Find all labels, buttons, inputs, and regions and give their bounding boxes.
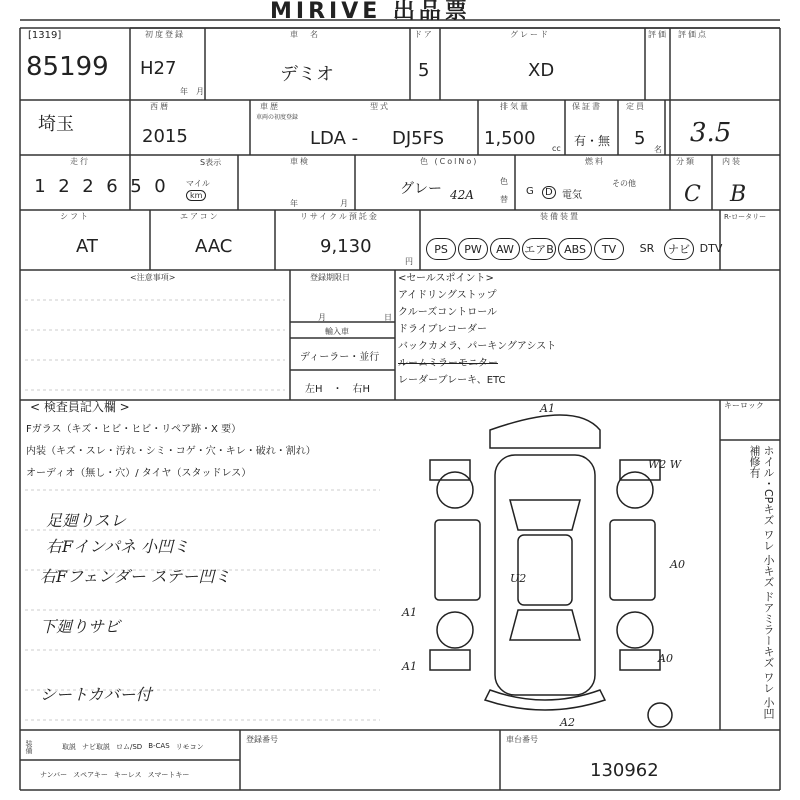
import-value: ディーラー・並行 bbox=[300, 352, 380, 363]
fuel-value: G bbox=[526, 186, 534, 197]
doors-value: 5 bbox=[418, 60, 430, 81]
class-value: C bbox=[684, 182, 701, 207]
selling-point: バックカメラ、パーキングアシスト bbox=[398, 341, 557, 352]
equipment-abs: ABS bbox=[558, 238, 592, 260]
cc-unit: cc bbox=[552, 144, 561, 153]
cc-value: 1,500 bbox=[484, 128, 536, 149]
reg-number-label: 登録番号 bbox=[246, 735, 278, 744]
diagram-mark: A1 bbox=[540, 402, 555, 415]
type-value: DJ5FS bbox=[392, 128, 445, 149]
equipment-airbag: エアB bbox=[522, 238, 556, 260]
ac-label: エアコン bbox=[180, 212, 220, 221]
vin-label: 車台番号 bbox=[506, 735, 538, 744]
footer-item: B-CAS bbox=[148, 742, 170, 750]
region: 埼玉 bbox=[38, 114, 74, 135]
handwritten-note: シートカバー付 bbox=[40, 685, 152, 704]
vin-value: 130962 bbox=[590, 760, 659, 781]
selling-point: アイドリングストップ bbox=[398, 290, 497, 301]
type-label: 型式 bbox=[370, 102, 390, 111]
fuel-electric: 電気 bbox=[562, 190, 582, 201]
capacity-unit: 名 bbox=[654, 145, 662, 154]
notes-label: <注意事項> bbox=[130, 273, 176, 282]
color-sub-2: 替 bbox=[500, 195, 508, 204]
selling-points-label: <セールスポイント> bbox=[398, 273, 494, 284]
footer-item: スペアキー bbox=[73, 771, 108, 779]
fuel-label: 燃料 bbox=[585, 157, 605, 166]
fuel-other: その他 bbox=[612, 179, 636, 188]
interior-value: B bbox=[730, 182, 747, 207]
mileage-unit-top: マイル bbox=[186, 179, 210, 188]
equipment-nav: ナビ bbox=[664, 238, 694, 260]
equipment-aw: AW bbox=[490, 238, 520, 260]
color-sub-1: 色 bbox=[500, 177, 508, 186]
import-label: 輸入車 bbox=[325, 327, 349, 336]
car-name-label: 車 名 bbox=[290, 30, 320, 39]
car-name-value: デミオ bbox=[280, 64, 334, 85]
warranty-value: 有・無 bbox=[574, 134, 611, 148]
inspection-month: 月 bbox=[340, 199, 348, 208]
footer-label: 装備 bbox=[25, 740, 33, 754]
inspector-interior-line: 内装（キズ・スレ・汚れ・シミ・コゲ・穴・キレ・破れ・割れ） bbox=[26, 446, 316, 457]
diagram-mark: A1 bbox=[402, 660, 417, 673]
steering-value: 左H ・ 右H bbox=[305, 384, 371, 395]
color-code: 42A bbox=[450, 188, 474, 202]
ac-value: AAC bbox=[195, 236, 233, 257]
mileage-unit: km bbox=[186, 190, 206, 201]
equipment-label: 装備装置 bbox=[540, 212, 580, 221]
mileage-digit: 1 bbox=[34, 176, 46, 197]
inspection-year: 年 bbox=[290, 199, 298, 208]
inspector-glass-line: Fガラス（キズ・ヒビ・ヒビ・リペア跡・X 要） bbox=[26, 424, 242, 435]
type-prefix: LDA - bbox=[310, 128, 359, 149]
sheet-title: MIRIVE 出品票 bbox=[270, 0, 471, 24]
mileage-digit: 2 bbox=[82, 176, 94, 197]
footer-item: リモコン bbox=[175, 743, 204, 751]
footer-item: ナンバー bbox=[40, 771, 68, 779]
score-value: 3.5 bbox=[690, 118, 732, 148]
selling-point: ドライブレコーダー bbox=[398, 324, 487, 335]
equipment-tv: TV bbox=[594, 238, 624, 260]
footer-items-top bbox=[62, 742, 204, 752]
equipment-ps: PS bbox=[426, 238, 456, 260]
inspection-label: 車検 bbox=[290, 157, 310, 166]
equipment-list bbox=[426, 238, 728, 260]
inspector-audio-line: オーディオ（無し・穴）/ タイヤ（スタッドレス） bbox=[26, 468, 252, 479]
capacity-value: 5 bbox=[634, 128, 646, 149]
mileage-digit: 2 bbox=[58, 176, 70, 197]
mileage-digit: 5 bbox=[130, 176, 142, 197]
color-label: 色 (ColNo) bbox=[420, 157, 479, 166]
mileage-label: 走行 bbox=[70, 157, 90, 166]
score-label-1: 評価 bbox=[648, 30, 668, 39]
cc-label: 排気量 bbox=[500, 102, 530, 111]
lot-code: [1319] bbox=[28, 30, 62, 41]
footer-item: 取説 bbox=[62, 743, 76, 751]
car-damage-diagram bbox=[400, 400, 710, 730]
grade-value: XD bbox=[528, 60, 555, 81]
lot-number: 85199 bbox=[26, 52, 109, 82]
mileage-digit: 6 bbox=[106, 176, 118, 197]
model-year-value: 2015 bbox=[142, 126, 188, 147]
capacity-label: 定員 bbox=[626, 102, 646, 111]
registration-label: 初度登録 bbox=[145, 30, 185, 39]
selling-point: レーダーブレーキ、ETC bbox=[398, 375, 506, 386]
selling-points bbox=[398, 270, 556, 389]
recycle-unit: 円 bbox=[405, 257, 413, 266]
diagram-mark: A0 bbox=[670, 558, 685, 571]
mileage-sub: S表示 bbox=[200, 158, 222, 167]
shift-value: AT bbox=[76, 236, 98, 257]
deadline-day: 日 bbox=[384, 313, 392, 322]
mileage-digit: 0 bbox=[154, 176, 166, 197]
chassis-sub: 車両の初度登録 bbox=[256, 114, 299, 121]
equipment-dtv: DTV bbox=[699, 242, 723, 255]
model-year-label: 西暦 bbox=[150, 102, 170, 111]
footer-item: ロム/SD bbox=[116, 743, 143, 751]
selling-point: ルームミラーモニター bbox=[398, 358, 498, 369]
year-unit: 年 bbox=[180, 87, 188, 96]
chassis-label: 車歴 bbox=[260, 102, 280, 111]
rotary-label: R-ロータリー bbox=[724, 213, 767, 221]
shift-label: シフト bbox=[60, 212, 90, 221]
score-label-2: 評価点 bbox=[678, 30, 708, 39]
deadline-month: 月 bbox=[318, 313, 326, 322]
doors-label: ドア bbox=[414, 30, 434, 39]
selling-point: クルーズコントロール bbox=[398, 307, 497, 318]
inspector-label: < 検査員記入欄 > bbox=[30, 400, 130, 414]
recycle-value: 9,130 bbox=[320, 236, 372, 257]
handwritten-note: 下廻りサビ bbox=[40, 617, 121, 636]
registration-deadline-label: 登録期限日 bbox=[310, 273, 350, 282]
color-value: グレー bbox=[400, 181, 442, 197]
handwritten-note: 足廻りスレ bbox=[46, 511, 127, 530]
interior-label: 内装 bbox=[722, 157, 742, 166]
mileage-digits bbox=[28, 176, 172, 197]
warranty-label: 保証書 bbox=[572, 102, 602, 111]
grade-label: グレード bbox=[510, 30, 550, 39]
recycle-label: リサイクル預託金 bbox=[300, 212, 379, 221]
diagram-mark: A1 bbox=[402, 606, 417, 619]
diagram-mark: U2 bbox=[510, 572, 527, 585]
footer-items-bottom bbox=[40, 770, 189, 780]
side-note: ホイル・CPキズ ワレ 小キズ ドアミラーキズ ワレ 小凹 補修有 bbox=[748, 445, 775, 719]
month-unit: 月 bbox=[196, 87, 204, 96]
fuel-d: D bbox=[542, 186, 556, 199]
diagram-mark: A2 bbox=[560, 716, 575, 729]
diagram-mark: A0 bbox=[658, 652, 673, 665]
registration-value: H27 bbox=[140, 58, 177, 79]
handwritten-note: 右Fインパネ 小凹ミ bbox=[46, 537, 190, 556]
footer-item: キーレス bbox=[113, 771, 142, 779]
footer-item: ナビ取説 bbox=[82, 743, 110, 751]
footer-item: スマートキー bbox=[147, 771, 190, 779]
equipment-pw: PW bbox=[458, 238, 488, 260]
handwritten-note: 右Fフェンダー ステー凹ミ bbox=[40, 567, 231, 586]
equipment-sr: SR bbox=[639, 242, 655, 255]
class-label: 分類 bbox=[676, 157, 696, 166]
key-lock-label: キーロック bbox=[724, 401, 764, 410]
diagram-mark: W2 W bbox=[648, 458, 682, 471]
